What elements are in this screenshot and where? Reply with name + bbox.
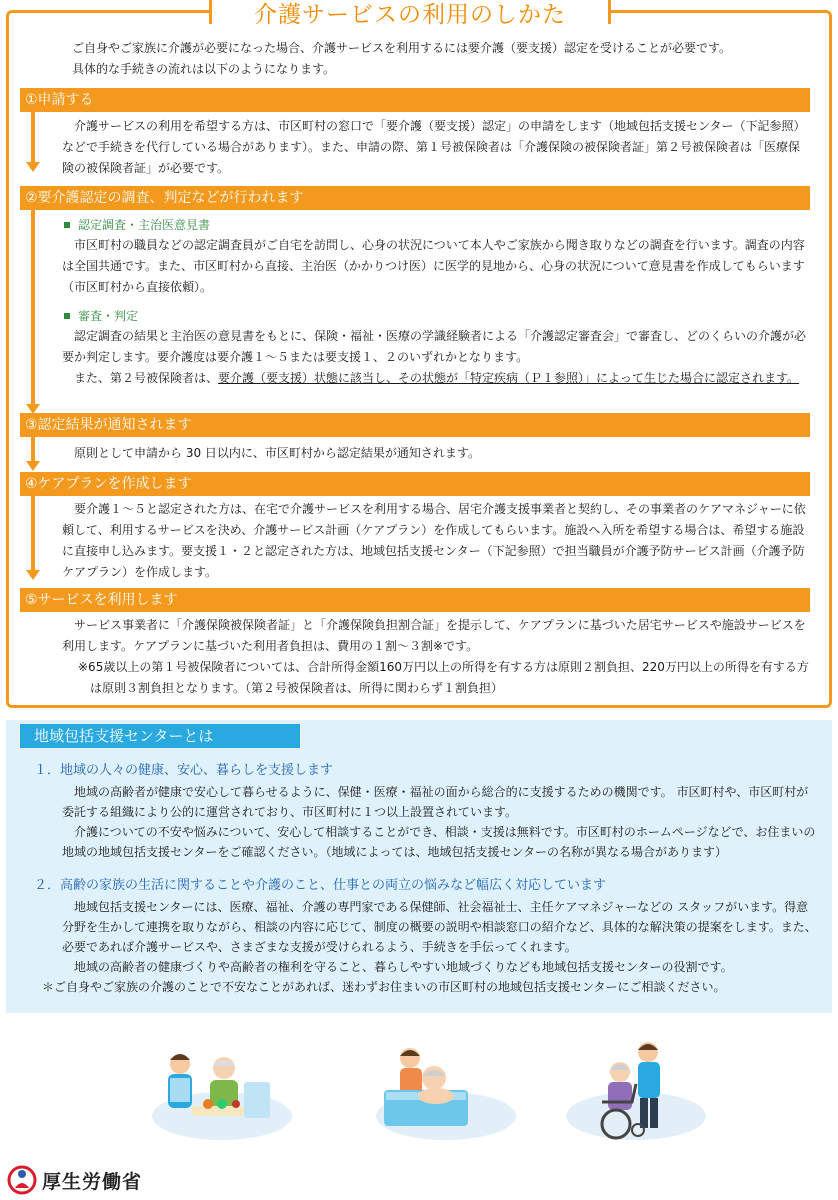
item-2-title: ２．高齢の家族の生活に関することや介護のこと、仕事との両立の悩みなど幅広く対応しています [34, 878, 607, 893]
meal-illustration [152, 1042, 292, 1142]
step-2-body [62, 215, 810, 389]
step-1-text: 介護サービスの利用を希望する方は、市区町村の窓口で「要介護（要支援）認定」の申請をします（地域包括支援センター（下記参照）などで手続きを代行している場合があります）。また、申請の際、第１号被保険者は「介護保険の被保険者証」第２号被保険者は「医療保険の被保険者証」が必要です。 [62, 119, 806, 175]
step-5-text: サービス事業者に「介護保険被保険者証」と「介護保険負担割合証」を提示して、ケアプランに基づいた居宅サービスや施設サービスを利用します。ケアプランに基づいた利用者負担は、費用の１割～３割※です。 [62, 618, 806, 653]
item-1-text-1: 地域の高齢者が健康で安心して暮らせるように、保健・医療・福祉の面から総合的に支援するための機関です。 市区町村や、市区町村が委託する組織により公的に運営されており、市区町村に１つ以上設置されています。 [62, 785, 809, 819]
flow-arrow-3-icon [26, 461, 40, 471]
subhead-survey-label: 認定調査・主治医意見書 [78, 218, 211, 232]
item-1-title: １．地域の人々の健康、安心、暮らしを支援します [34, 763, 334, 778]
support-center-item-2 [34, 875, 820, 997]
flow-arrow-4-icon [26, 570, 40, 580]
item-2-note: ＊ご自身やご家族の介護のことで不安なことがあれば、迷わずお住まいの市区町村の地域包括支援センターにご相談ください。 [42, 980, 726, 994]
step-2-subhead-survey [62, 215, 810, 235]
mhlw-logo-text: 厚生労働省 [42, 1171, 143, 1193]
item-2-text-1: 地域包括支援センターには、医療、福祉、介護の専門家である保健師、社会福祉士、主任ケアマネジャーなどの スタッフがいます。得意分野を生かして連携を取りながら、相談の内容に応じて、制度の概要の説明や相談窓口の紹介など、具体的な解決策の提案をします。また、必要であれば介護サービスや、さまざまな支援が受けられるよう、手続きを手伝ってくれます。 [62, 900, 817, 954]
page-title: 介護サービスの利用のしかた [254, 2, 566, 28]
mhlw-logo-icon [6, 1164, 38, 1196]
flow-arrow-line-4 [31, 496, 35, 572]
step-4-text: 要介護１～５と認定された方は、在宅で介護サービスを利用する場合、居宅介護支援事業者と契約し、その事業者のケアマネジャーに依頼して、利用するサービスを決め、介護サービス計画（ケアプラン）を作成してもらいます。施設へ入所を希望する場合は、希望する施設に直接申し込みます。要支援１・２と認定された方は、地域包括支援センター（下記参照）で担当職員が介護予防サービス計画（介護予防ケアプラン）を作成します。 [62, 502, 806, 579]
item-1-text-2: 介護についての不安や悩みについて、安心して相談することができ、相談・支援は無料です。市区町村のホームページなどで、お住まいの地域の地域包括支援センターをご確認ください。（地域によっては、地域包括支援センターの名称が異なる場合があります） [62, 825, 816, 859]
caregiver-meal-icon [152, 1042, 292, 1142]
step-3-body [62, 443, 810, 464]
title-box [209, 0, 611, 30]
flow-arrow-line-3 [31, 437, 35, 463]
step-5-note: ※65歳以上の第１号被保険者については、合計所得金額160万円以上の所得を有する方は原則２割負担、220万円以上の所得を有する方は原則３割負担となります。（第２号被保険者は、所得に関わらず１割負担） [78, 660, 809, 695]
step-2-survey-text: 市区町村の職員などの認定調査員がご自宅を訪問し、心身の状況について本人やご家族から聞き取りなどの調査を行います。調査の内容は全国共通です。また、市区町村から直接、主治医（かかりつけ医）に医学的見地から、心身の状況について意見書を作成してもらいます（市区町村から直接依頼）。 [62, 238, 805, 294]
step-1-body [62, 116, 810, 179]
intro-line-2: 具体的な手続きの流れは以下のようになります。 [72, 62, 336, 76]
flow-arrow-1-icon [26, 162, 40, 172]
wheelchair-illustration [566, 1042, 706, 1142]
intro-line-1: ご自身やご家族に介護が必要になった場合、介護サービスを利用するには要介護（要支援）認定を受けることが必要です。 [72, 41, 732, 55]
step-2-review-text-b [62, 368, 810, 389]
step-2-review-plain: また、第２号被保険者は、 [74, 371, 219, 385]
green-square-icon [64, 222, 70, 228]
green-square-icon [64, 313, 70, 319]
support-center-heading: 地域包括支援センターとは [20, 724, 300, 748]
step-2-review-text: 認定調査の結果と主治医の意見書をもとに、保険・福祉・医療の学識経験者による「介護認定審査会」で審査し、どのくらいの介護が必要か判定します。要介護度は要介護１～５または要支援１、２のいずれかとなります。 [62, 329, 807, 364]
step-1-header: ①申請する [20, 88, 810, 112]
step-5-header: ⑤サービスを利用します [20, 588, 810, 612]
step-4-body [62, 499, 810, 583]
bath-illustration [376, 1042, 516, 1142]
item-2-text-2: 地域の高齢者の健康づくりや高齢者の権利を守ること、暮らしやすい地域づくりなども地域包括支援センターの役割です。 [74, 960, 733, 974]
intro [72, 38, 812, 80]
step-3-text: 原則として申請から 30 日以内に、市区町村から認定結果が通知されます。 [74, 446, 480, 460]
support-center-item-1 [34, 760, 820, 862]
flow-arrow-line-2 [31, 210, 35, 406]
subhead-review-label: 審査・判定 [78, 309, 139, 323]
step-2-subhead-review [62, 306, 810, 326]
step-4-header: ④ケアプランを作成します [20, 472, 810, 496]
step-2-review-underlined: 要介護（要支援）状態に該当し、その状態が「特定疾病（Ｐ１参照）」によって生じた場合に認定されます。 [218, 371, 800, 385]
step-2-header: ②要介護認定の調査、判定などが行われます [20, 186, 810, 210]
caregiver-bath-icon [376, 1042, 516, 1142]
caregiver-wheelchair-icon [566, 1042, 706, 1142]
flow-arrow-line-1 [31, 110, 35, 164]
step-3-header: ③認定結果が通知されます [20, 413, 810, 437]
step-5-body [62, 615, 810, 699]
